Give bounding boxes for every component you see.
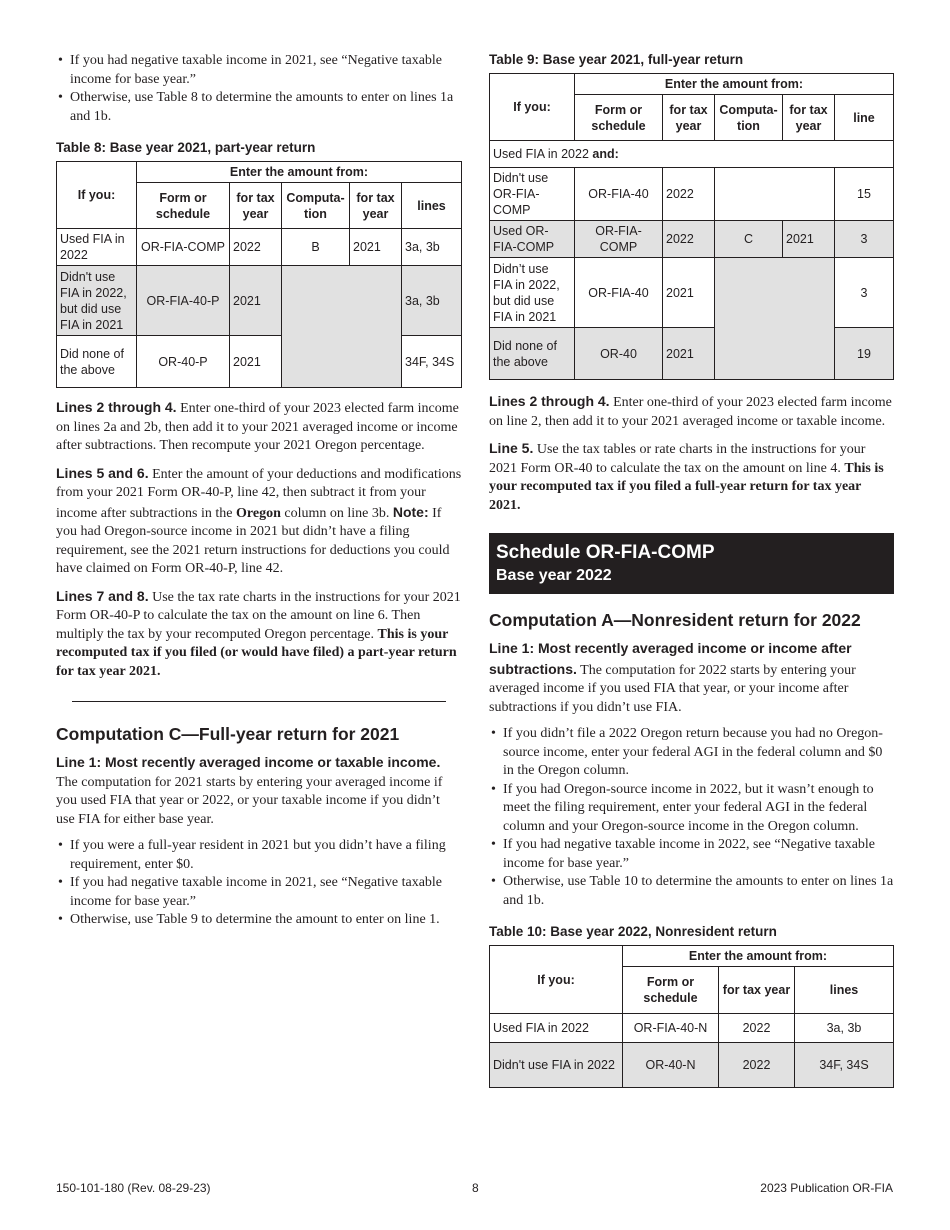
table-cell: Didn't use OR-FIA-COMP [490,168,575,221]
table9-col-if: If you: [490,74,575,141]
table-cell: 3a, 3b [795,1014,894,1043]
table-cell: 3 [835,258,894,328]
table-cell: 3 [835,221,894,258]
table8-col-lines: lines [402,183,462,229]
table-cell-empty [715,168,835,221]
footer-page-number: 8 [472,1181,479,1195]
table-cell: 34F, 34S [795,1043,894,1088]
table-cell: 2022 [663,168,715,221]
table8-col-if: If you: [57,162,137,229]
table-cell: OR-FIA-40 [575,258,663,328]
computation-c-bullet-list [56,837,462,930]
table10-col-lines: lines [795,967,894,1014]
table-cell: 15 [835,168,894,221]
schedule-banner [489,533,894,594]
table-row [490,1043,894,1088]
body-text: Use the tax rate charts in the instructions for your 2021 Form OR-40-P to calculate the tax on the amount on line 6. Then multiply the tax by your recomputed Oregon percentage. [56,589,461,642]
table10 [489,945,894,1088]
right-lines-2-4-paragraph [489,392,894,431]
table-cell-empty [282,266,402,388]
table9 [489,73,894,380]
table9-col-taxyear: for tax year [663,95,715,141]
table10-caption: Table 10: Base year 2022, Nonresident return [489,924,777,939]
table-cell: 2022 [719,1043,795,1088]
bold-text: Note: [392,503,429,520]
line-5-paragraph [489,439,894,515]
table-cell: 34F, 34S [402,336,462,388]
table-cell: OR-40-P [137,336,230,388]
table-cell: Didn’t use FIA in 2022, but did use FIA in 2021 [490,258,575,328]
table-row [490,168,894,221]
table-row [490,258,894,328]
list-item: • If you had Oregon-source income in 2022, but it wasn’t enough to meet the filing requirement, enter your federal AGI in the federal column and your Oregon-source income in the Oregon column. [489,781,894,837]
computation-a-paragraph [489,639,894,717]
lines-2-4-paragraph [56,398,462,456]
table8 [56,161,462,388]
table-cell: Didn't use FIA in 2022 [490,1043,623,1088]
banner-title: Schedule OR-FIA-COMP [496,542,715,563]
lead-text: Line 1: Most recently averaged income or taxable income. [56,754,441,770]
list-item: • If you were a full-year resident in 2021 but you didn’t have a filing requirement, enter $0. [56,837,462,874]
table-cell-empty [715,258,835,380]
lead-text: Lines 7 and 8. [56,587,149,604]
computation-c-heading: Computation C—Full-year return for 2021 [56,724,400,744]
table-cell: OR-40 [575,328,663,380]
table9-caption: Table 9: Base year 2021, full-year return [489,52,744,67]
table8-block [56,140,462,388]
table9-col-comp: Computa-tion [715,95,783,141]
footer-form-number: 150-101-180 (Rev. 08-29-23) [56,1181,211,1195]
body-text: The computation for 2021 starts by entering your averaged income if you used FIA that year or 2022, or your taxable income if you didn’t use FIA for either base year. [56,774,443,827]
table-cell: 2022 [719,1014,795,1043]
banner-subtitle: Base year 2022 [496,567,612,584]
table-cell: OR-FIA-40 [575,168,663,221]
table8-col-enter: Enter the amount from: [137,162,462,183]
group-text: Used FIA in 2022 [493,147,593,161]
body-text: Enter one-third of your 2023 elected farm income on lines 2a and 2b, then add it to your 2021 averaged income or income after subtractions. Then recompute your 2021 Oregon percentage. [56,401,459,453]
table9-col-enter: Enter the amount from: [575,74,894,95]
table-cell: 2022 [230,229,282,266]
body-text: If you had Oregon-source income in 2021 but didn’t have a filing requirement, see the 2021 return instructions for deductions you could have claimed on Form OR-40-P, line 42. [56,505,450,576]
list-item: • If you had negative taxable income in 2021, see “Negative taxable income for base year.” [56,874,462,911]
table-cell: 2021 [783,221,835,258]
table9-col-form: Form or schedule [575,95,663,141]
table-cell: 2021 [230,266,282,336]
lines-7-8-paragraph [56,587,462,682]
list-item: • Otherwise, use Table 8 to determine the amounts to enter on lines 1a and 1b. [56,89,462,126]
lead-text: Lines 2 through 4. [56,399,177,415]
bold-text: This is your recomputed tax if you filed (or would have filed) a part-year return for tax year 2021. [56,626,457,679]
table9-col-taxyear2: for tax year [783,95,835,141]
table-cell: 2021 [230,336,282,388]
group-bold-text: and: [592,147,619,161]
left-column [56,52,462,930]
lead-text: Line 1: Most recently averaged income or income after subtractions. [489,640,852,677]
computation-a-heading: Computation A—Nonresident return for 2022 [489,610,861,630]
body-text: Enter the amount of your deductions and modifications from your 2021 Form OR-40-P, line 42, then subtract it from your income after subtractions in the [56,466,462,521]
table-cell: 19 [835,328,894,380]
table8-col-form: Form or schedule [137,183,230,229]
table-cell: OR-FIA-40-P [137,266,230,336]
table-cell: Used OR-FIA-COMP [490,221,575,258]
table-cell: 2022 [663,221,715,258]
table-cell: 2021 [663,258,715,328]
list-item: • If you had negative taxable income in 2022, see “Negative taxable income for base year.” [489,836,894,873]
table-cell: Used FIA in 2022 [57,229,137,266]
table-cell: 3a, 3b [402,229,462,266]
table-row [57,229,462,266]
table-cell: 3a, 3b [402,266,462,336]
right-column [489,52,894,1088]
body-text: column on line 3b. [280,505,393,521]
table-cell: 2021 [663,328,715,380]
lead-text: Lines 2 through 4. [489,393,610,409]
bold-text: This is your recomputed tax if you filed a full-year return for tax year 2021. [489,460,884,513]
lines-5-6-paragraph [56,464,462,579]
list-item: • Otherwise, use Table 9 to determine the amount to enter on line 1. [56,911,462,930]
lead-text: Line 5. [489,440,534,456]
body-text: The computation for 2022 starts by entering your averaged income if you used FIA that year, or your income after subtractions if you didn’t use FIA. [489,662,856,715]
table9-col-line: line [835,95,894,141]
table8-caption: Table 8: Base year 2021, part-year return [56,140,316,155]
table10-col-taxyear: for tax year [719,967,795,1014]
table10-col-if: If you: [490,946,623,1014]
table10-block [489,924,894,1088]
table-cell: Did none of the above [57,336,137,388]
body-text: Use the tax tables or rate charts in the instructions for your 2021 Form OR-40 to calculate the tax on the amount on line 4. [489,442,866,476]
footer-publication: 2023 Publication OR-FIA [760,1181,893,1195]
table-cell: 2021 [350,229,402,266]
table9-block [489,52,894,380]
table-cell: Didn't use FIA in 2022, but did use FIA in 2021 [57,266,137,336]
table-row [490,141,894,168]
table8-col-taxyear: for tax year [230,183,282,229]
table-cell: OR-40-N [623,1043,719,1088]
table10-col-form: Form or schedule [623,967,719,1014]
divider [72,701,446,702]
table-cell: Did none of the above [490,328,575,380]
table-cell: C [715,221,783,258]
table-cell: B [282,229,350,266]
table-cell: OR-FIA-COMP [575,221,663,258]
table-row [490,1014,894,1043]
lead-text: Lines 5 and 6. [56,464,149,481]
table-row [57,266,462,336]
table10-col-enter: Enter the amount from: [623,946,894,967]
list-item: • Otherwise, use Table 10 to determine the amounts to enter on lines 1a and 1b. [489,873,894,910]
table-cell: Used FIA in 2022 [490,1014,623,1043]
computation-a-bullet-list [489,725,894,910]
table8-col-taxyear2: for tax year [350,183,402,229]
table-row [57,336,462,388]
list-item: • If you didn’t file a 2022 Oregon return because you had no Oregon-source income, enter your federal AGI in the federal column and $0 in the Oregon column. [489,725,894,781]
table-cell: OR-FIA-40-N [623,1014,719,1043]
intro-bullet-list [56,52,462,126]
table8-col-comp: Computa-tion [282,183,350,229]
table9-group-row [490,141,894,168]
list-item: • If you had negative taxable income in 2021, see “Negative taxable income for base year.” [56,52,462,89]
table-row [490,221,894,258]
bold-text: Oregon [236,505,281,521]
body-text: Enter one-third of your 2023 elected farm income on line 2, then add it to your 2021 averaged income or taxable income. [489,395,892,429]
table-cell: OR-FIA-COMP [137,229,230,266]
computation-c-paragraph [56,753,462,829]
